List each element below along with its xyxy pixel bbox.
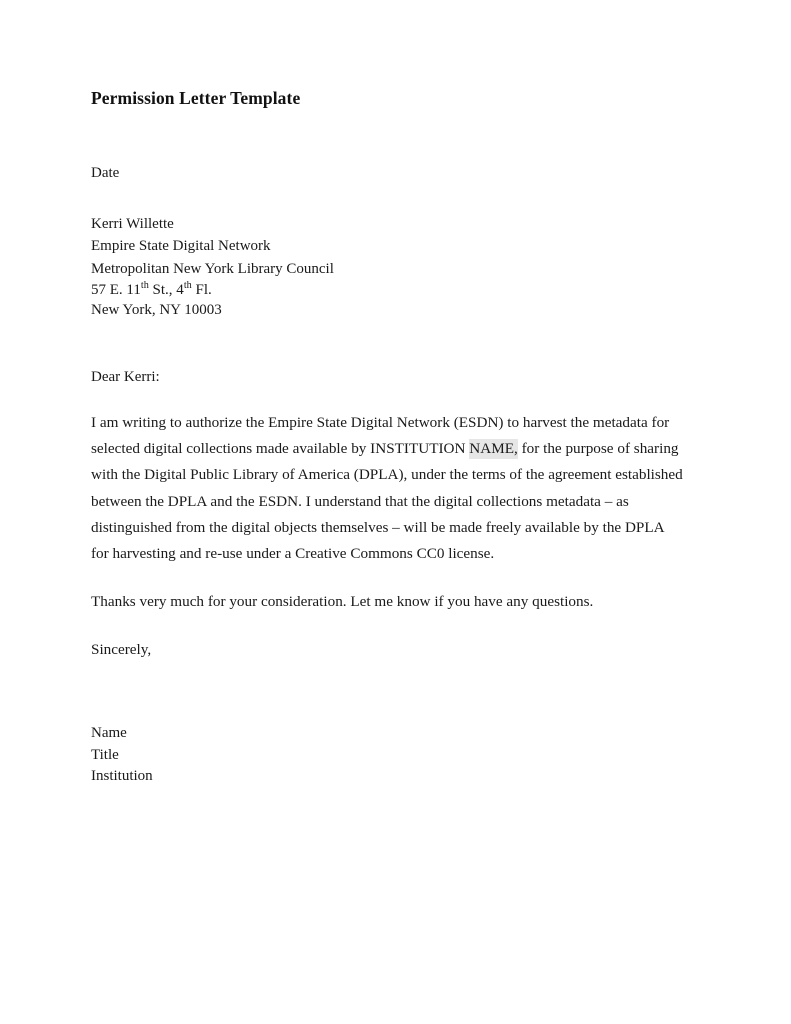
street-middle-part: St., 4 <box>148 282 184 298</box>
page-title: Permission Letter Template <box>91 88 301 108</box>
salutation: Dear Kerri: <box>91 369 160 385</box>
recipient-street-address <box>91 280 683 300</box>
spacer-after-title <box>91 108 683 162</box>
signature-space <box>91 663 683 723</box>
institution-name-form-field[interactable]: NAME, <box>469 440 518 458</box>
letter-content <box>91 88 683 788</box>
spacer-before-closing <box>91 615 683 637</box>
spacer-after-body <box>91 567 683 589</box>
street-floor-part: Fl. <box>191 282 212 298</box>
body-text-before-field: I am writing to authorize the Empire State Digital Network (ESDN) to harvest the metadata for selected digital collections made available by INSTITUTION <box>91 414 670 458</box>
street-number-part: 57 E. 11 <box>91 282 141 298</box>
signature-institution-placeholder: Institution <box>91 768 153 785</box>
signature-block <box>91 723 683 788</box>
recipient-city-state-zip: New York, NY 10003 <box>91 302 222 318</box>
signature-name-placeholder: Name <box>91 725 127 742</box>
street-ordinal-suffix-1: th <box>140 280 149 291</box>
recipient-address-block <box>91 213 683 321</box>
thanks-line: Thanks very much for your consideration. Let me know if you have any questions. <box>91 593 594 611</box>
spacer-after-date <box>91 185 683 213</box>
signature-title-placeholder: Title <box>91 746 119 763</box>
street-ordinal-suffix-2: th <box>183 280 192 291</box>
body-paragraph <box>91 410 683 567</box>
date-placeholder-label: Date <box>91 165 120 181</box>
closing-salutation: Sincerely, <box>91 641 152 659</box>
spacer-before-salutation-extra <box>91 348 683 366</box>
recipient-name: Kerri Willette <box>91 215 174 232</box>
spacer-before-salutation <box>91 320 683 348</box>
body-text-after-field: for the purpose of sharing with the Digital Public Library of America (DPLA), under the terms of the agreement established between the DPLA and the ESDN. I understand that the digital collections metadata – as distinguished from the digital objects themselves – will be made freely available by the DPLA for harvesting and re-use under a Creative Commons CC0 license. <box>91 440 683 563</box>
spacer-after-salutation <box>91 388 683 410</box>
recipient-affiliation: Metropolitan New York Library Council <box>91 260 334 277</box>
recipient-organization: Empire State Digital Network <box>91 238 271 254</box>
